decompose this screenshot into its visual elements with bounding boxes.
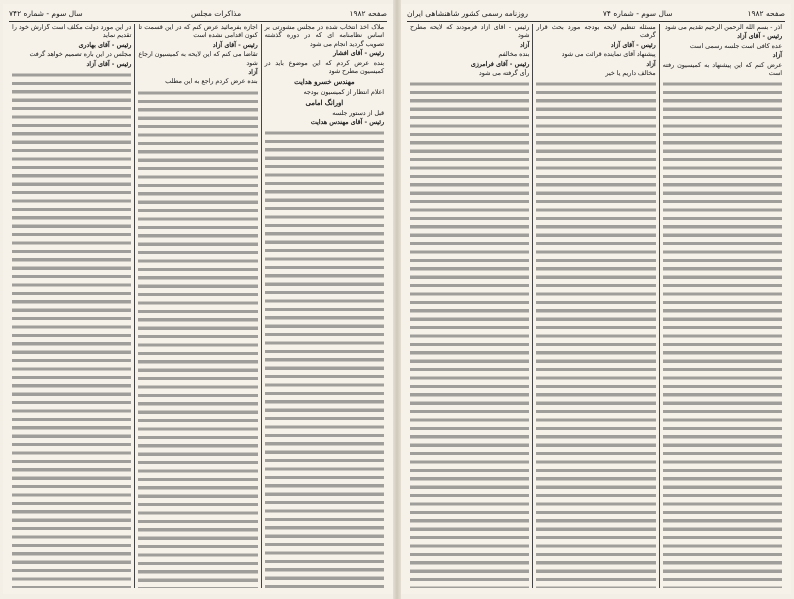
right-page-header	[407, 8, 785, 20]
left-page	[3, 4, 393, 594]
right-page-number: صفحه ۱۹۸۲	[747, 9, 785, 18]
paragraph: تقاضا می کنم که این لایحه به کمیسیون ارجاع شود	[138, 51, 258, 67]
right-column-2	[533, 24, 659, 588]
text-block	[265, 129, 384, 588]
book-gutter	[393, 0, 401, 599]
paragraph: پیشنهاد آقای نماینده قرائت می شود	[561, 51, 656, 59]
speaker-name: آزاد	[248, 69, 258, 77]
paragraph: رأی گرفته می شود	[478, 70, 530, 78]
paragraph: عرض کنم که این پیشنهاد به کمیسیون رفته است	[662, 61, 782, 78]
section-heading: مهندس خسرو هدایت	[294, 78, 355, 87]
paragraph: مجلس در این باره تصمیم خواهد گرفت	[29, 51, 132, 59]
speaker-name: رئیس - آقای بهادری	[78, 41, 132, 49]
paragraph: ملاک اخذ انتخاب شده در مجلس مشورتی بر اساس نظامنامه ای که در دوره گذشته تصویب گردید انجام می شود	[264, 24, 384, 48]
speaker-name: آزاد	[772, 52, 782, 60]
text-block	[410, 80, 529, 588]
paragraph: اجازه بفرمائید عرض کنم که در این قسمت تا کنون اقدامی نشده است	[138, 24, 258, 40]
paragraph: بنده مخالفم	[498, 51, 530, 59]
left-header-rule	[9, 21, 387, 22]
paragraph: مخالف داریم یا خیر	[605, 70, 656, 78]
left-column-2	[135, 24, 261, 588]
text-block	[138, 89, 257, 588]
paragraph: اعلام انتظار از کمیسیون بودجه	[303, 88, 384, 96]
left-page-issue: سال سوم - شماره ۷۴۲	[9, 9, 83, 18]
speaker-name: رئیس - آقای آزاد	[610, 41, 656, 49]
right-header-rule	[407, 21, 785, 22]
paragraph: عده کافی است جلسه رسمی است	[689, 42, 782, 50]
text-block	[12, 71, 131, 588]
paragraph: بنده عرض کردم که این موضوع باید در کمیسیون مطرح شود	[264, 59, 384, 76]
right-columns	[407, 24, 785, 588]
speaker-name: رئیس - آقای آزاد	[212, 41, 258, 49]
speaker-name: رئیس - آقای آزاد	[737, 33, 782, 41]
paragraph: بنده عرض کردم راجع به این مطلب	[165, 78, 258, 86]
left-column-3	[9, 24, 135, 588]
text-block	[536, 80, 655, 588]
paragraph: رئیس - آقای آزاد فرمودند که لایحه مطرح شود	[410, 24, 530, 40]
left-columns	[9, 24, 387, 588]
left-page-header	[9, 8, 387, 20]
left-page-title: مذاکرات مجلس	[190, 9, 242, 18]
paragraph: آذر - بسم الله الرحمن الرحیم تقدیم می شود	[664, 24, 782, 31]
paragraph: مسئله تنظیم لایحه بودجه مورد بحث قرار گرفت	[536, 24, 656, 40]
left-column-1	[262, 24, 387, 588]
speaker-name: آزاد	[519, 41, 530, 49]
paragraph: در این مورد دولت مکلف است گزارش خود را تقدیم نماید	[12, 24, 132, 40]
right-column-1	[660, 24, 785, 588]
section-heading: اورانگ امامی	[305, 99, 344, 108]
speaker-name: رئیس - آقای فرامرزی	[470, 60, 530, 68]
right-page-title: روزنامه رسمی کشور شاهنشاهی ایران	[407, 9, 528, 18]
right-page-issue: سال سوم - شماره ۷۴	[602, 9, 673, 18]
paragraph: قبل از دستور جلسه	[332, 109, 384, 117]
speaker-name: آزاد	[646, 60, 656, 68]
text-block	[663, 80, 782, 588]
right-page	[401, 4, 791, 594]
speaker-name: رئیس - آقای افشار	[333, 50, 384, 58]
speaker-name: رئیس - آقای مهندس هدایت	[310, 119, 384, 127]
right-column-3	[407, 24, 533, 588]
left-page-number: صفحه ۱۹۸۲	[349, 9, 387, 18]
speaker-name: رئیس - آقای آزاد	[86, 60, 132, 68]
